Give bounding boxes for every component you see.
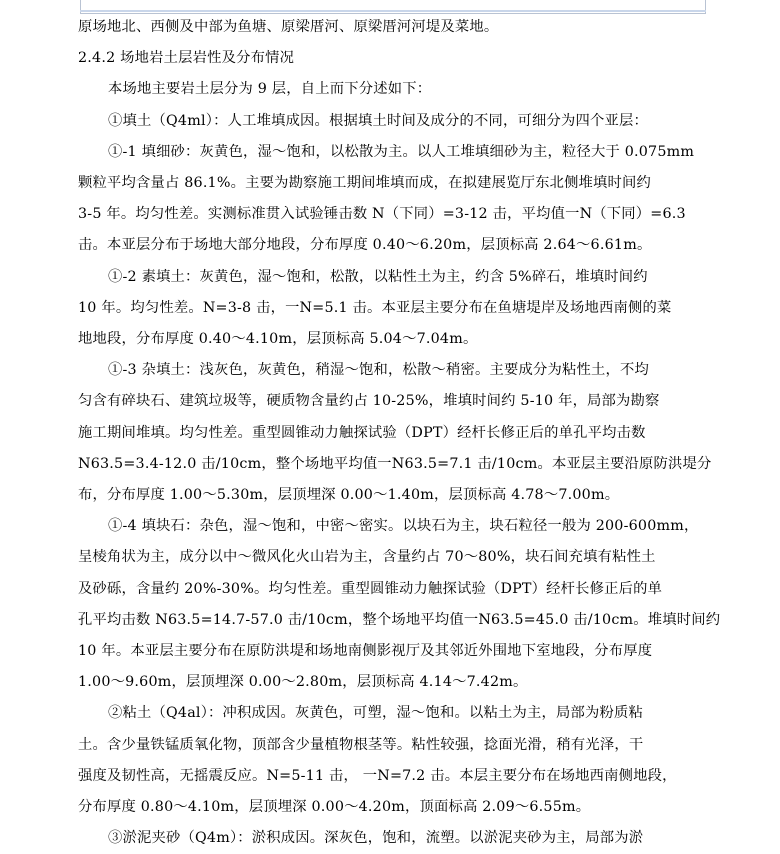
- text-line: ①-2 素填土：灰黄色，湿～饱和，松散，以粘性土为主，约含 5%碎石，堆填时间约: [108, 268, 648, 285]
- text-line: 匀含有碎块石、建筑垃圾等，硬质物含量约占 10-25%，堆填时间约 5-10 年，局部为勘察: [78, 393, 660, 410]
- text-line: 本场地主要岩土层分为 9 层，自上而下分述如下：: [108, 81, 432, 98]
- text-line: 10 年。均匀性差。N=3-8 击，一N=5.1 击。本亚层主要分布在鱼塘堤岸及场地西南侧的菜: [78, 299, 672, 316]
- text-line: 3-5 年。均匀性差。实测标准贯入试验锤击数 N（下同）=3-12 击，平均值一N（下同）=6.3: [78, 206, 686, 223]
- text-line: 1.00～9.60m，层顶埋深 0.00～2.80m，层顶标高 4.14～7.42m。: [78, 674, 528, 691]
- text-line: ①-3 杂填土：浅灰色，灰黄色，稍湿～饱和，松散～稍密。主要成分为粘性土，不均: [108, 362, 649, 379]
- text-line: 土。含少量铁锰质氧化物，顶部含少量植物根茎等。粘性较强，捻面光滑，稍有光泽，干: [78, 736, 644, 753]
- text-line: 强度及韧性高，无摇震反应。N=5-11 击， 一N=7.2 击。本层主要分布在场地西南侧地段，: [78, 767, 677, 784]
- text-line: 布，分布厚度 1.00～5.30m，层顶埋深 0.00～1.40m，层顶标高 4.78～7.00m。: [78, 487, 620, 503]
- text-line: 地地段，分布厚度 0.40～4.10m，层顶标高 5.04～7.04m。: [78, 331, 478, 347]
- text-line: ①填土（Q4ml）：人工堆填成因。根据填土时间及成分的不同，可细分为四个亚层：: [108, 112, 648, 129]
- text-line: ③淤泥夹砂（Q4m）：淤积成因。深灰色，饱和，流塑。以淤泥夹砂为主，局部为淤: [108, 830, 644, 847]
- text-line: 击。本亚层分布于场地大部分地段，分布厚度 0.40～6.20m，层顶标高 2.64～6.61m。: [78, 237, 652, 254]
- text-line: 及砂砾，含量约 20%-30%。均匀性差。重型圆锥动力触探试验（DPT）经杆长修正后的单: [78, 580, 663, 597]
- text-line: 颗粒平均含量占 86.1%。主要为勘察施工期间堆填而成，在拟建展览厅东北侧堆填时间约: [78, 175, 652, 191]
- text-line: 施工期间堆填。均匀性差。重型圆锥动力触探试验（DPT）经杆长修正后的单孔平均击数: [78, 424, 646, 441]
- text-line: 分布厚度 0.80～4.10m，层顶埋深 0.00～4.20m，顶面标高 2.09～6.55m。: [78, 799, 591, 815]
- text-line: 2.4.2 场地岩土层岩性及分布情况: [78, 50, 295, 67]
- text-line: 原场地北、西侧及中部为鱼塘、原梁厝河、原梁厝河河堤及菜地。: [78, 19, 499, 35]
- text-line: ②粘土（Q4al）：冲积成因。灰黄色，可塑，湿～饱和。以粘土为主，局部为粉质粘: [108, 705, 643, 722]
- text-line: 呈棱角状为主，成分以中～微风化火山岩为主，含量约占 70～80%，块石间充填有粘性土: [78, 549, 656, 566]
- text-line: N63.5=3.4-12.0 击/10cm，整个场地平均值一N63.5=7.1 击/10cm。本亚层主要沿原防洪堤分: [78, 455, 712, 472]
- text-line: ①-4 填块石：杂色，湿～饱和，中密～密实。以块石为主，块石粒径一般为 200-600mm，: [108, 518, 699, 535]
- text-line: 10 年。本亚层主要分布在原防洪堤和场地南侧影视厅及其邻近外围地下室地段，分布厚度: [78, 643, 653, 659]
- text-line: 孔平均击数 N63.5=14.7-57.0 击/10cm，整个场地平均值一N63.5=45.0 击/10cm。堆填时间约: [78, 611, 721, 628]
- text-line: ①-1 填细砂：灰黄色，湿～饱和，以松散为主。以人工堆填细砂为主，粒径大于 0.075mm: [108, 143, 695, 160]
